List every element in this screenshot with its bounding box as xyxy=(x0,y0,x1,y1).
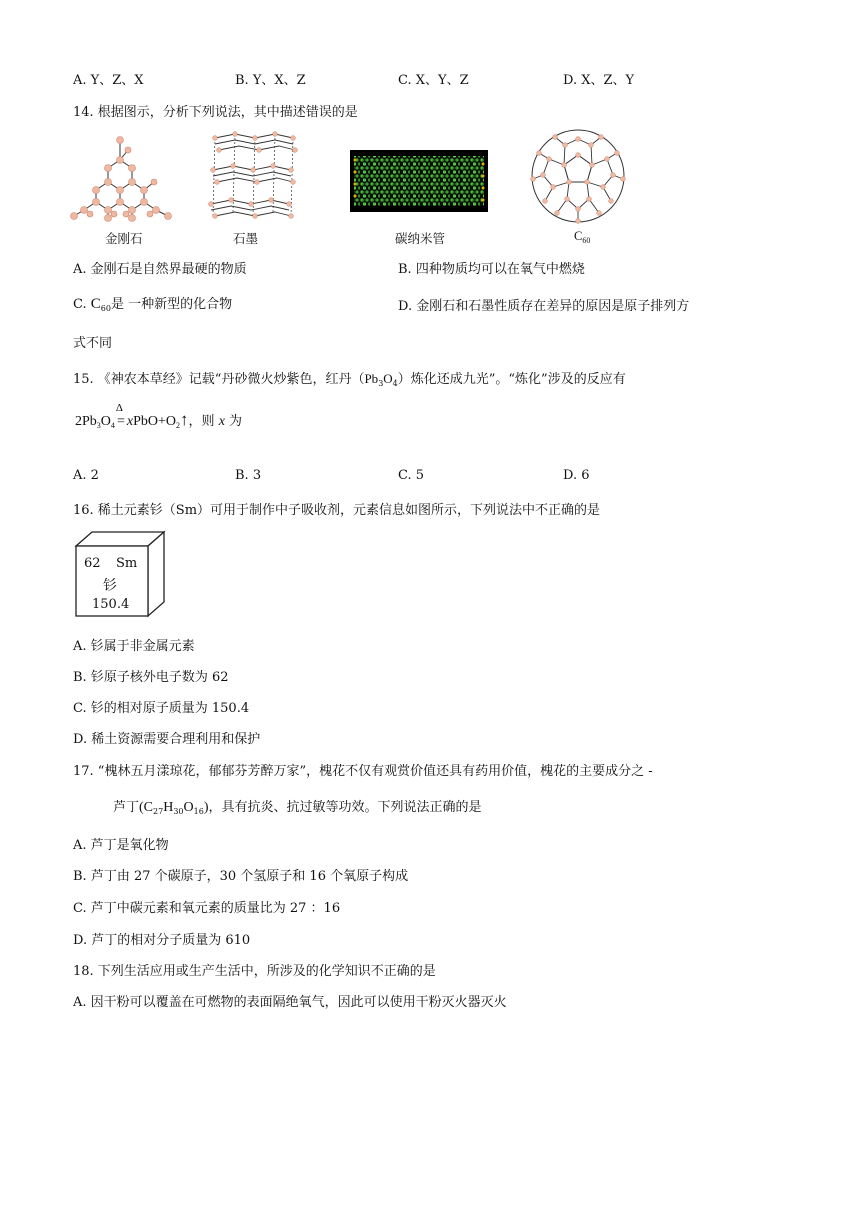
q15-option-d: D. 6 xyxy=(563,468,590,483)
q15-option-b: B. 3 xyxy=(235,468,262,483)
q15-stem: 15. 《神农本草经》记载“丹砂微火炒紫色，红丹$(Pb_3O_4)$炼化还成九光”。“炼化”涉及的反应有 xyxy=(73,371,626,388)
q14-option-b: B. 四种物质均可以在氧气中燃烧 xyxy=(398,262,585,277)
q13-option-b: B. Y、X、Z xyxy=(235,73,306,88)
q18-option-a: A. 因干粉可以覆盖在可燃物的表面隔绝氧气，因此可以使用干粉灭火器灭火 xyxy=(73,995,507,1010)
element-atomic-number: 62 xyxy=(84,556,101,571)
q16-option-a: A. 钐属于非金属元素 xyxy=(73,639,195,654)
nanotube-caption: 碳纳米管 xyxy=(395,231,446,246)
q13-option-a: A. Y、Z、X xyxy=(73,73,144,88)
q16-option-c: C. 钐的相对原子质量为 150.4 xyxy=(73,701,250,716)
q17-stem-line2: 芦丁$(C_{27}H_{30}O_{16})$，具有抗炎、抗过敏等功效。下列说法正确的是 xyxy=(113,800,482,816)
q16-stem: 16. 稀土元素钐（Sm）可用于制作中子吸收剂，元素信息如图所示，下列说法中不正确的是 xyxy=(73,503,601,518)
carbon-nanotube-figure xyxy=(350,150,488,212)
q17-option-d: D. 芦丁的相对分子质量为 610 xyxy=(73,933,251,948)
q15-option-c: C. 5 xyxy=(398,468,425,483)
diamond-caption: 金刚石 xyxy=(105,231,143,246)
q14-option-c: C. $C_{60}$是 一种新型的化合物 xyxy=(73,296,233,313)
q17-stem: 17. “槐林五月漾琼花，郁郁芬芳醉万家”，槐花不仅有观赏价值还具有药用价值，槐花的主要成分之 - xyxy=(73,764,653,779)
element-atomic-mass: 150.4 xyxy=(92,597,130,612)
q16-option-d: D. 稀土资源需要合理利用和保护 xyxy=(73,732,261,747)
element-name: 钐 xyxy=(103,578,117,594)
c60-structure-figure xyxy=(527,125,629,227)
q17-option-c: C. 芦丁中碳元素和氧元素的质量比为 27 ：16 xyxy=(73,901,341,916)
graphite-caption: 石墨 xyxy=(233,231,259,246)
q15-option-a: A. 2 xyxy=(73,468,99,483)
diamond-structure-figure xyxy=(70,130,180,226)
q13-option-c: C. X、Y、Z xyxy=(398,73,469,88)
element-symbol: Sm xyxy=(116,556,138,571)
q16-option-b: B. 钐原子核外电子数为 62 xyxy=(73,670,229,685)
q14-option-d: D. 金刚石和石墨性质存在差异的原因是原子排列方 xyxy=(398,299,690,314)
q17-option-b: B. 芦丁由 27 个碳原子，30 个氢原子和 16 个氧原子构成 xyxy=(73,869,409,884)
q14-option-a: A. 金刚石是自然界最硬的物质 xyxy=(73,262,247,277)
q15-equation: $2Pb_3O_4$ Δ = $xPbO+O_2↑$，则 x 为 xyxy=(75,402,243,430)
q18-stem: 18. 下列生活应用或生产生活中，所涉及的化学知识不正确的是 xyxy=(73,964,436,979)
heating-equals-sign: Δ = xyxy=(115,402,125,429)
graphite-structure-figure xyxy=(205,130,300,226)
q14-stem: 14. 根据图示，分析下列说法，其中描述错误的是 xyxy=(73,105,358,120)
c60-caption: $C_{60}$ xyxy=(574,229,591,245)
q17-option-a: A. 芦丁是氧化物 xyxy=(73,838,169,853)
q13-option-d: D. X、Z、Y xyxy=(563,73,635,88)
q14-option-d-continued: 式不同 xyxy=(73,336,113,351)
